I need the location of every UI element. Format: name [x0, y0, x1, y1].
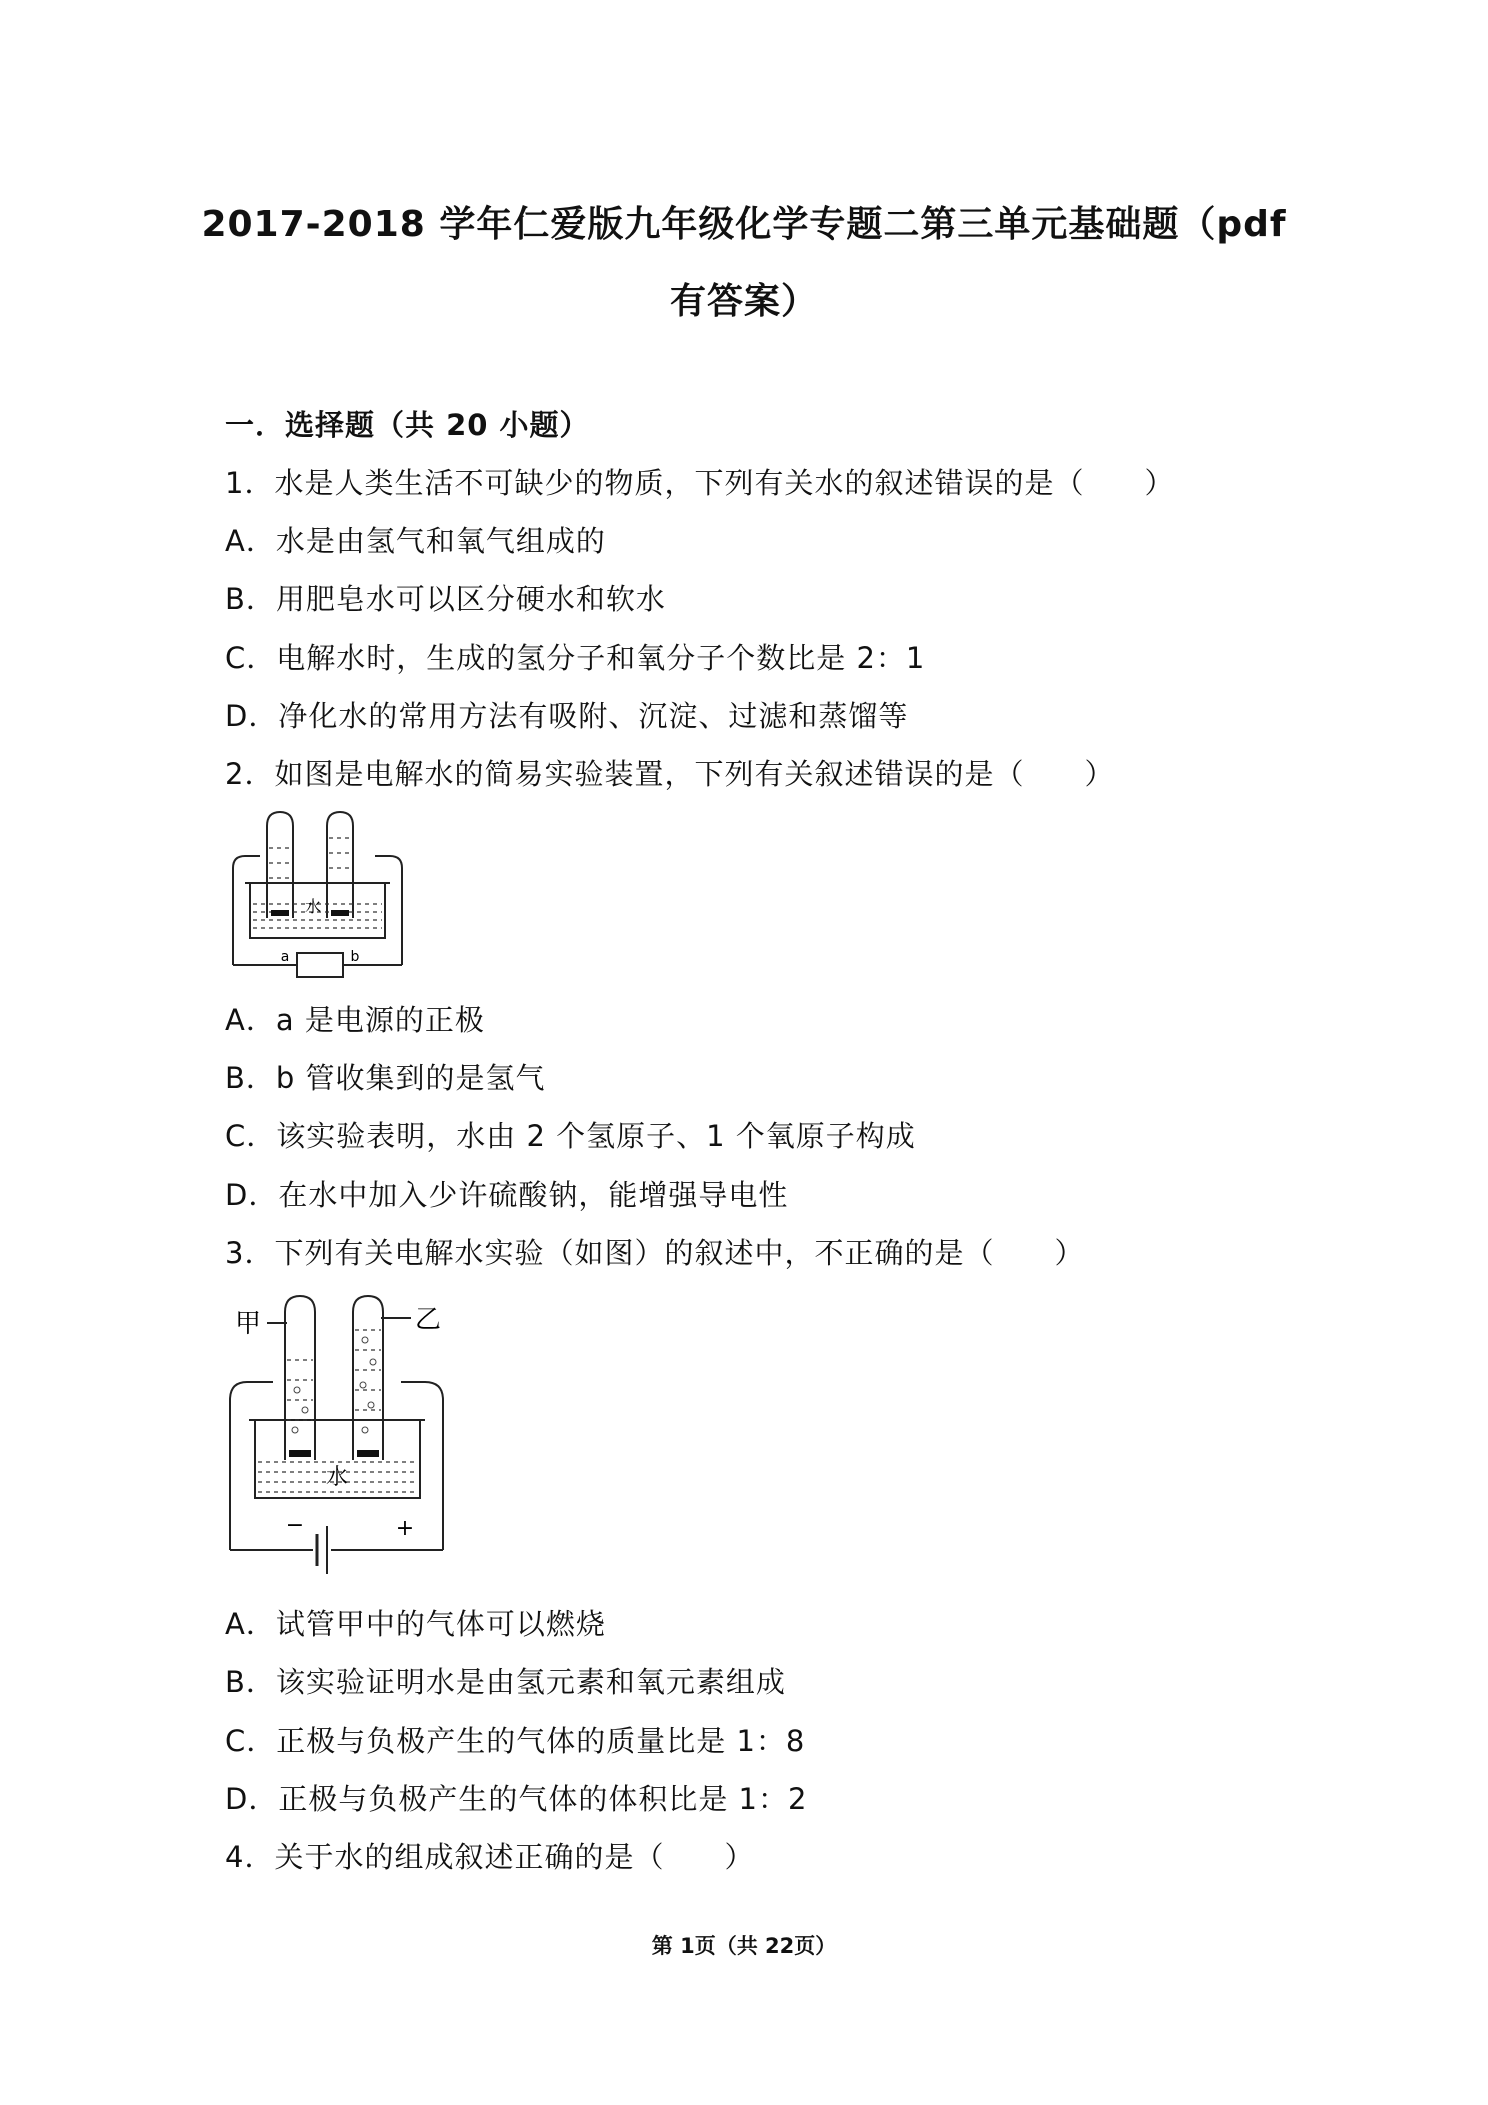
positive-terminal-label: + — [395, 1516, 415, 1541]
q2-option-d: D．在水中加入少许硫酸钠，能增强导电性 — [225, 1178, 789, 1212]
q1-option-c: C．电解水时，生成的氢分子和氧分子个数比是 2：1 — [225, 641, 926, 675]
electrolysis-apparatus-figure-1 — [225, 808, 410, 978]
q2-option-a: A．a 是电源的正极 — [225, 1003, 485, 1037]
tube-jia-label: 甲 — [235, 1309, 262, 1339]
q2-option-b: B．b 管收集到的是氢气 — [225, 1061, 546, 1095]
q1-option-b: B．用肥皂水可以区分硬水和软水 — [225, 582, 666, 616]
q3-option-d: D．正极与负极产生的气体的体积比是 1：2 — [225, 1782, 808, 1816]
q2-option-c: C．该实验表明，水由 2 个氢原子、1 个氧原子构成 — [225, 1119, 916, 1153]
q1-option-d: D．净化水的常用方法有吸附、沉淀、过滤和蒸馏等 — [225, 699, 909, 733]
q1-option-a: A．水是由氢气和氧气组成的 — [225, 524, 606, 558]
question-1-stem: 1．水是人类生活不可缺少的物质，下列有关水的叙述错误的是（ ） — [225, 466, 1175, 500]
tube-yi-label: 乙 — [415, 1305, 442, 1335]
terminal-a-label: a — [280, 949, 290, 965]
question-4-stem: 4．关于水的组成叙述正确的是（ ） — [225, 1840, 755, 1874]
section-heading: 一．选择题（共 20 小题） — [225, 408, 590, 442]
negative-terminal-label: − — [285, 1513, 305, 1538]
doc-title-line1: 2017-2018 学年仁爱版九年级化学专题二第三单元基础题（pdf — [201, 204, 1287, 245]
q3-option-b: B．该实验证明水是由氢元素和氧元素组成 — [225, 1665, 786, 1699]
q3-option-c: C．正极与负极产生的气体的质量比是 1：8 — [225, 1724, 806, 1758]
electrolysis-apparatus-figure-2 — [225, 1290, 450, 1585]
page-footer: 第 1页（共 22页） — [651, 1934, 837, 1958]
q3-option-a: A．试管甲中的气体可以燃烧 — [225, 1607, 606, 1641]
doc-title-line2: 有答案） — [669, 281, 818, 322]
question-3-stem: 3．下列有关电解水实验（如图）的叙述中，不正确的是（ ） — [225, 1236, 1085, 1270]
terminal-b-label: b — [350, 949, 360, 965]
water-label-1: 水 — [304, 897, 322, 916]
water-label-2: 水 — [325, 1465, 349, 1490]
question-2-stem: 2．如图是电解水的简易实验装置，下列有关叙述错误的是（ ） — [225, 757, 1115, 791]
